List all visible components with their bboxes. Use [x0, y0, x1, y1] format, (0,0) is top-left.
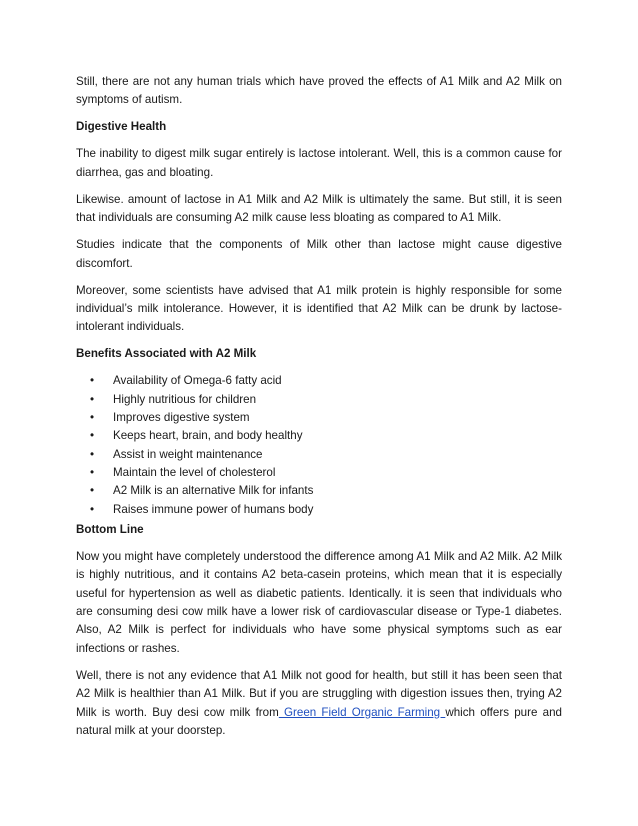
bullet-icon: • [90, 465, 95, 479]
digestive-health-heading: Digestive Health [76, 120, 167, 134]
bullet-icon: • [90, 374, 95, 388]
bullet-icon: • [90, 429, 95, 443]
list-item-text: Keeps heart, brain, and body healthy [113, 429, 303, 443]
green-field-organic-farming-link[interactable]: Green Field Organic Farming [278, 705, 446, 719]
list-item [76, 372, 562, 390]
list-item-text: Assist in weight maintenance [113, 447, 263, 461]
list-item-text: Improves digestive system [113, 411, 250, 425]
benefits-list [76, 372, 562, 518]
list-item [76, 446, 562, 464]
document-page [76, 73, 562, 749]
benefits-heading: Benefits Associated with A2 Milk [76, 347, 257, 361]
bottom-line-paragraph-2 [76, 667, 562, 741]
digestive-paragraph-3: Studies indicate that the components of Milk other than lactose might cause digestive discomfort. [76, 238, 562, 270]
bullet-icon: • [90, 484, 95, 498]
list-item [76, 501, 562, 519]
bottom-line-paragraph-1: Now you might have completely understood the difference among A1 Milk and A2 Milk. A2 Milk is highly nutritious, and it contains A2 beta-casein proteins, which mean that it is especially useful for hypertension as well as diabetic patients. Identically. it is seen that individuals who are consuming desi cow milk have a lower risk of cardiovascular disease or Type-1 diabetes. Also, A2 Milk is perfect for individuals who have some physical symptoms such as ear infections or rashes. [76, 549, 562, 655]
list-item-text: Raises immune power of humans body [113, 502, 314, 516]
bottom-line-text-before-link: Well, there is not any evidence that A1 Milk not good for health, but still it has been seen that A2 Milk is healthier than A1 Milk. But if you are struggling with digestion issues then, trying A2 Milk is worth. Buy desi cow milk from [76, 668, 562, 719]
digestive-paragraph-4: Moreover, some scientists have advised that A1 milk protein is highly responsible for some individual’s milk intolerance. However, it is identified that A2 Milk can be drunk by lactose-intolerant individuals. [76, 283, 562, 334]
list-item-text: A2 Milk is an alternative Milk for infants [113, 484, 314, 498]
list-item-text: Availability of Omega-6 fatty acid [113, 374, 282, 388]
digestive-paragraph-1: The inability to digest milk sugar entirely is lactose intolerant. Well, this is a common cause for diarrhea, gas and bloating. [76, 147, 562, 179]
intro-paragraph: Still, there are not any human trials which have proved the effects of A1 Milk and A2 Milk on symptoms of autism. [76, 75, 562, 107]
bullet-icon: • [90, 447, 95, 461]
bottom-line-heading: Bottom Line [76, 522, 144, 536]
digestive-paragraph-2: Likewise. amount of lactose in A1 Milk and A2 Milk is ultimately the same. But still, it is seen that individuals are consuming A2 milk cause less bloating as compared to A1 Milk. [76, 192, 562, 225]
list-item [76, 391, 562, 409]
list-item [76, 409, 562, 427]
list-item [76, 482, 562, 500]
bullet-icon: • [90, 392, 95, 406]
list-item [76, 427, 562, 445]
list-item-text: Maintain the level of cholesterol [113, 465, 276, 479]
bullet-icon: • [90, 502, 95, 516]
bottom-line-text-after-link: which offers pure and natural milk at your doorstep. [76, 705, 562, 738]
list-item-text: Highly nutritious for children [113, 392, 257, 406]
bullet-icon: • [90, 411, 95, 425]
list-item [76, 464, 562, 482]
